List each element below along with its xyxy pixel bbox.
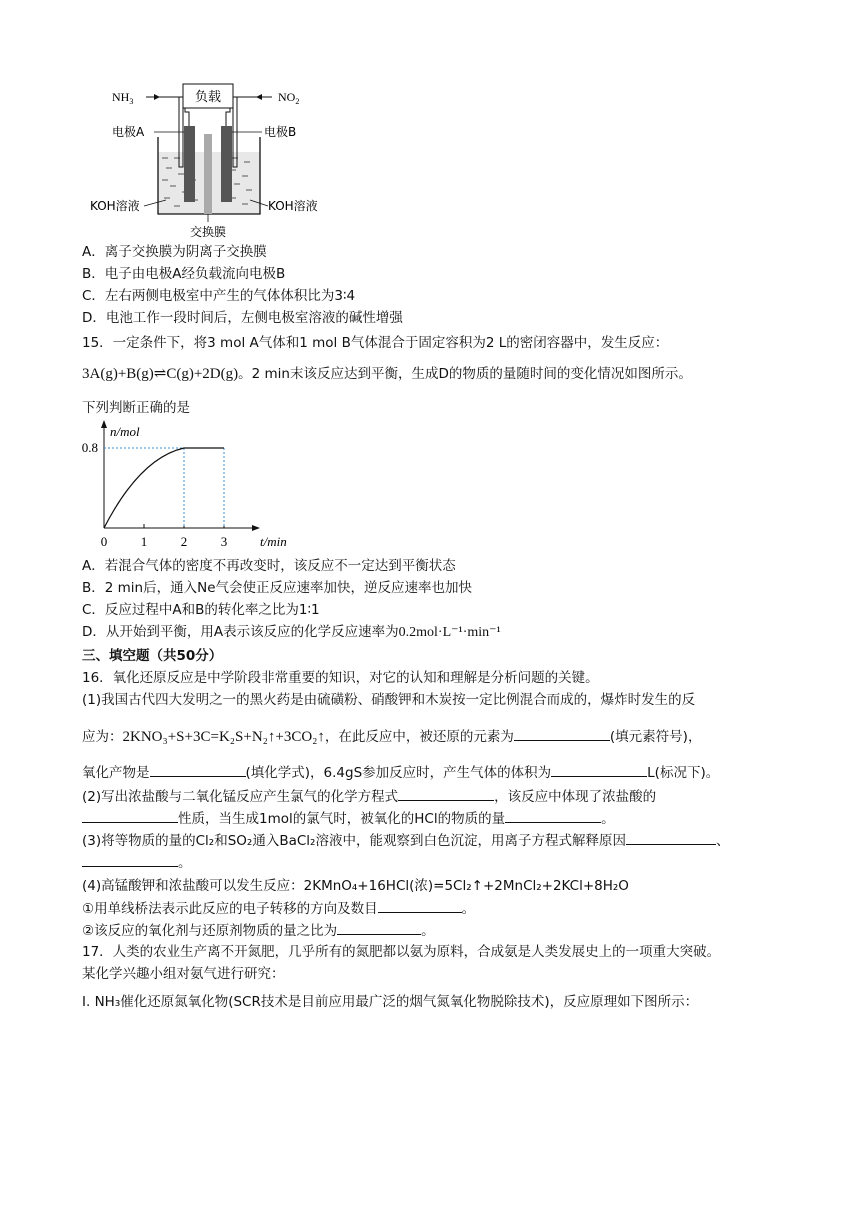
y-tick-label: 0.8 [81,440,98,455]
n-vs-t-chart [78,420,288,555]
answer-blank[interactable] [150,762,246,777]
answer-blank[interactable] [378,898,462,913]
section-title: 三、填空题（共50分） [82,648,223,664]
q16-part3-line2: 。 [82,852,192,873]
q16-part1-line3: 氧化产物是 (填化学式)，6.4gS参加反应时，产生气体的体积为 L(标况下)。 [82,762,719,783]
q15-stem-tail: 。2 min末该反应达到平衡，生成D的物质的量随时间的变化情况如图所示。 [238,366,692,382]
q16-part4: (4)高锰酸钾和浓盐酸可以发生反应：2KMnO₄+16HCl(浓)=5Cl₂↑+2MnCl₂+2KCl+8H₂O [82,878,629,894]
q16-part1-line2: 应为：2KNO₃+S+3C=K₂S+N₂↑+3CO₂↑，在此反应中，被还原的元素为 (填元素符号)， [82,726,701,747]
fuel-cell-diagram [82,82,342,242]
q15-option-d: D．从开始到平衡，用A表示该反应的化学反应速率为0.2mol·L⁻¹·min⁻¹ [82,624,501,640]
q15-option-b: B．2 min后，通入Ne气会使正反应速率加快，逆反应速率也加快 [82,580,473,596]
q17-part1: Ⅰ. NH₃催化还原氮氧化物(SCR技术是目前应用最广泛的烟气氮氧化物脱除技术)，反应原理如下图所示： [82,994,699,1010]
y-axis-arrow-icon [101,420,107,428]
y-axis-label: n/mol [110,424,140,439]
q15-rate-value: 0.2mol·L⁻¹·min⁻¹ [398,625,501,640]
q14-option-c: C．左右两侧电极室中产生的气体体积比为3∶4 [82,288,356,304]
q14-option-d: D．电池工作一段时间后，左侧电极室溶液的碱性增强 [82,310,403,326]
q17-intro-line2: 某化学兴趣小组对氨气进行研究： [82,966,285,982]
answer-blank[interactable] [398,786,494,801]
q16-part4-b: ②该反应的氧化剂与还原剂物质的量之比为 。 [82,920,435,941]
q14-option-b: B．电子由电极A经负载流向电极B [82,266,286,282]
membrane-label: 交换膜 [189,225,227,239]
x-tick-label: 2 [180,534,188,549]
koh-right-label: KOH溶液 [268,199,318,213]
svg-text:NO2: $NO_2$ [278,90,300,106]
q16-part2-line2: 性质，当生成1mol的氯气时，被氧化的HCl的物质的量 。 [82,808,615,829]
answer-blank[interactable] [626,830,716,845]
q15-question: 下列判断正确的是 [82,400,190,416]
arrow-in-right-icon [256,94,262,100]
svg-text:NH3: $NH_3$ [112,90,134,106]
electrode-b [221,126,232,202]
x-tick-label: 3 [220,534,228,549]
x-axis-arrow-icon [252,525,260,531]
electrode-a-label: 电极A [112,125,145,139]
answer-blank[interactable] [505,808,601,823]
answer-blank[interactable] [551,762,647,777]
q15-equation: 3A(g)+B(g)⇌C(g)+2D(g) [82,366,239,382]
koh-left-label: KOH溶液 [90,199,140,213]
x-tick-label: 0 [100,534,108,549]
load-label: 负载 [194,90,222,105]
q15-stem-line2 [82,364,692,384]
answer-blank[interactable] [82,808,178,823]
answer-blank[interactable] [514,726,610,741]
gunpowder-equation: 2KNO₃+S+3C=K₂S+N₂↑+3CO₂↑ [122,729,325,745]
electrode-a [184,126,195,202]
x-tick-label: 1 [140,534,148,549]
q14-option-a: A．离子交换膜为阴离子交换膜 [82,244,267,260]
q16-intro: 16．氧化还原反应是中学阶段非常重要的知识，对它的认知和理解是分析问题的关键。 [82,670,599,686]
q16-part1: (1)我国古代四大发明之一的黑火药是由硫磺粉、硝酸钾和木炭按一定比例混合而成的，爆炸时发生的反 [82,692,696,708]
q17-intro: 17．人类的农业生产离不开氮肥，几乎所有的氮肥都以氨为原料，合成氨是人类发展史上的一项重大突破。 [82,944,721,960]
x-axis-label: t/min [260,534,287,549]
q16-part3: (3)将等物质的量的Cl₂和SO₂通入BaCl₂溶液中，能观察到白色沉淀，用离子方程式解释原因 、 [82,830,729,851]
q16-part4-a: ①用单线桥法表示此反应的电子转移的方向及数目 。 [82,898,475,919]
n-d-curve [104,448,224,528]
q15-option-a: A．若混合气体的密度不再改变时，该反应不一定达到平衡状态 [82,558,456,574]
q15-option-c: C．反应过程中A和B的转化率之比为1∶1 [82,602,320,618]
arrow-in-left-icon [154,94,160,100]
q15-stem: 15．一定条件下，将3 mol A气体和1 mol B气体混合于固定容积为2 L的密闭容器中，发生反应： [82,335,669,351]
answer-blank[interactable] [337,920,421,935]
q16-part2: (2)写出浓盐酸与二氧化锰反应产生氯气的化学方程式 ，该反应中体现了浓盐酸的 [82,786,656,807]
answer-blank[interactable] [82,852,178,867]
electrode-b-label: 电极B [264,125,297,139]
exchange-membrane [204,134,212,214]
